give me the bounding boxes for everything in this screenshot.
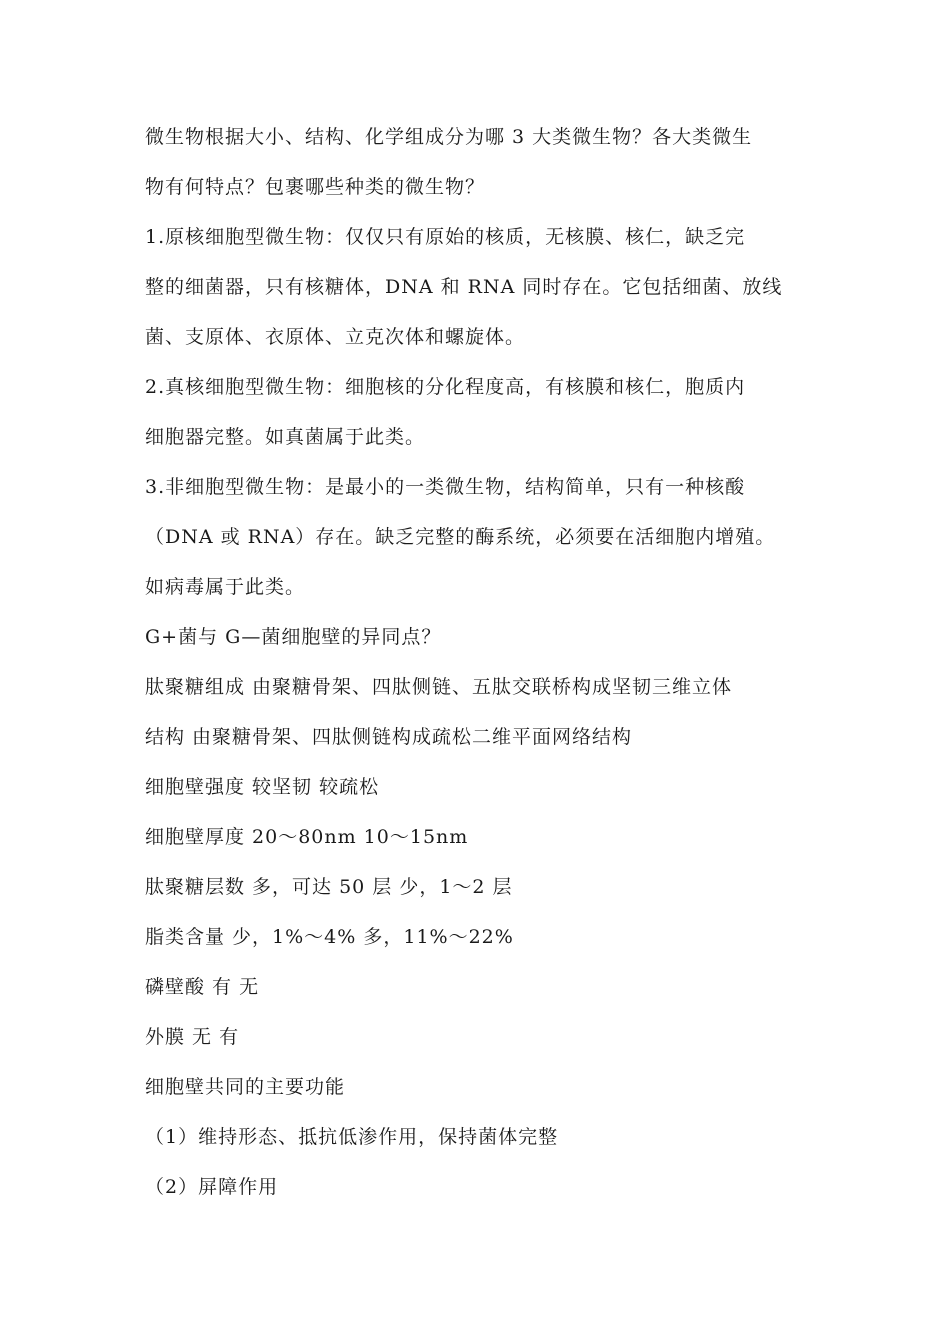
question-classification-line-1: 微生物根据大小、结构、化学组成分为哪 3 大类微生物？各大类微生 bbox=[145, 126, 753, 148]
eukaryotic-paragraph-line-2: 细胞器完整。如真菌属于此类。 bbox=[145, 426, 426, 448]
prokaryotic-paragraph-line-2: 整的细菌器，只有核糖体，DNA 和 RNA 同时存在。它包括细菌、放线 bbox=[145, 276, 783, 298]
function-item-2: （2）屏障作用 bbox=[145, 1176, 279, 1198]
eukaryotic-paragraph-line-1: 2.真核细胞型微生物：细胞核的分化程度高，有核膜和核仁，胞质内 bbox=[145, 376, 746, 398]
cell-wall-comparison-question: G+菌与 G—菌细胞壁的异同点？ bbox=[145, 626, 442, 648]
cell-wall-thickness-line: 细胞壁厚度 20～80nm 10～15nm bbox=[145, 826, 469, 848]
lipid-content-line: 脂类含量 少，1%～4% 多，11%～22% bbox=[145, 926, 514, 948]
cell-wall-strength-line: 细胞壁强度 较坚韧 较疏松 bbox=[145, 776, 380, 798]
outer-membrane-line: 外膜 无 有 bbox=[145, 1026, 240, 1048]
acellular-paragraph-line-1: 3.非细胞型微生物：是最小的一类微生物，结构简单，只有一种核酸 bbox=[145, 476, 746, 498]
teichoic-acid-line: 磷壁酸 有 无 bbox=[145, 976, 260, 998]
question-classification-line-2: 物有何特点？包裹哪些种类的微生物？ bbox=[145, 176, 486, 198]
acellular-paragraph-line-2: （DNA 或 RNA）存在。缺乏完整的酶系统，必须要在活细胞内增殖。 bbox=[145, 526, 776, 548]
acellular-paragraph-line-3: 如病毒属于此类。 bbox=[145, 576, 306, 598]
prokaryotic-paragraph-line-3: 菌、支原体、衣原体、立克次体和螺旋体。 bbox=[145, 326, 526, 348]
document-body bbox=[145, 112, 815, 1212]
function-item-1: （1）维持形态、抵抗低渗作用，保持菌体完整 bbox=[145, 1126, 559, 1148]
peptidoglycan-composition-line-2: 结构 由聚糖骨架、四肽侧链构成疏松二维平面网络结构 bbox=[145, 726, 633, 748]
peptidoglycan-composition-line-1: 肽聚糖组成 由聚糖骨架、四肽侧链、五肽交联桥构成坚韧三维立体 bbox=[145, 676, 733, 698]
common-functions-heading: 细胞壁共同的主要功能 bbox=[145, 1076, 346, 1098]
prokaryotic-paragraph-line-1: 1.原核细胞型微生物：仅仅只有原始的核质，无核膜、核仁，缺乏完 bbox=[145, 226, 746, 248]
peptidoglycan-layers-line: 肽聚糖层数 多，可达 50 层 少，1～2 层 bbox=[145, 876, 513, 898]
